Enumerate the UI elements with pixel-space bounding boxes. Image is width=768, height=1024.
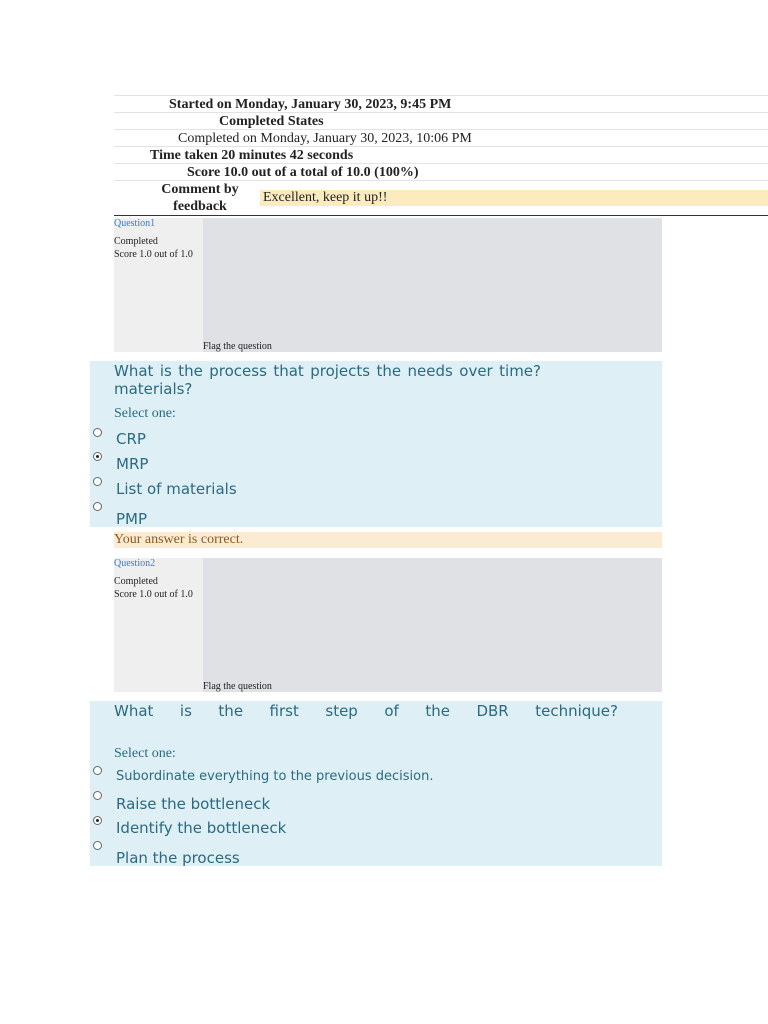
radio-icon[interactable] [93, 791, 102, 800]
question-text-line1: What is the process that projects the needs over time? [114, 362, 541, 380]
option-label[interactable]: List of materials [116, 480, 237, 498]
attempt-summary [114, 95, 768, 216]
score: Score 10.0 out of a total of 10.0 (100%) [187, 165, 419, 180]
question-state: Completed [114, 576, 158, 587]
option-label[interactable]: Subordinate everything to the previous decision. [116, 769, 434, 784]
question-info-2 [114, 558, 662, 692]
select-one-prompt: Select one: [114, 406, 176, 421]
summary-started-row [114, 95, 768, 112]
question-info-1 [114, 218, 662, 352]
radio-selected-icon[interactable] [93, 816, 102, 825]
radio-icon[interactable] [93, 477, 102, 486]
option-label[interactable]: Identify the bottleneck [116, 819, 287, 837]
state: Completed States [219, 114, 324, 129]
summary-time-row [114, 146, 768, 163]
select-one-prompt: Select one: [114, 746, 176, 761]
option-label[interactable]: Plan the process [116, 849, 240, 867]
radio-icon[interactable] [93, 841, 102, 850]
radio-selected-icon[interactable] [93, 452, 102, 461]
option-identify-bottleneck[interactable] [90, 816, 662, 836]
comment-label: Comment by feedback [161, 182, 239, 214]
option-plan-process[interactable] [90, 841, 662, 867]
flag-question-link[interactable]: Flag the question [203, 681, 272, 692]
summary-state-row [114, 112, 768, 129]
question-content-1 [90, 361, 662, 527]
option-label[interactable]: MRP [116, 455, 149, 473]
option-label[interactable]: Raise the bottleneck [116, 795, 271, 813]
question-text-line1: What is the first step of the DBR technique? [114, 702, 618, 720]
option-pmp[interactable] [90, 502, 662, 528]
option-label[interactable]: PMP [116, 510, 148, 528]
started-on: Started on Monday, January 30, 2023, 9:45 PM [169, 97, 452, 112]
summary-feedback-row [114, 180, 768, 216]
question-content-2 [90, 701, 662, 866]
option-label[interactable]: CRP [116, 430, 146, 448]
summary-score-row [114, 163, 768, 180]
completed-on: Completed on Monday, January 30, 2023, 10:06 PM [178, 131, 472, 146]
question-number[interactable]: Question1 [114, 218, 156, 229]
summary-completed-row [114, 129, 768, 146]
radio-icon[interactable] [93, 502, 102, 511]
radio-icon[interactable] [93, 428, 102, 437]
answer-feedback: Your answer is correct. [114, 532, 662, 548]
time-taken: Time taken 20 minutes 42 seconds [150, 148, 354, 163]
option-mrp[interactable] [90, 452, 662, 472]
question-text [114, 702, 618, 720]
question-number[interactable]: Question2 [114, 558, 156, 569]
question-grade: Score 1.0 out of 1.0 [114, 249, 193, 260]
option-list-of-materials[interactable] [90, 477, 662, 497]
option-subordinate[interactable] [90, 766, 662, 786]
option-raise-bottleneck[interactable] [90, 791, 662, 811]
question-state: Completed [114, 236, 158, 247]
question-text-line2: materials? [114, 380, 193, 398]
radio-icon[interactable] [93, 766, 102, 775]
option-crp[interactable] [90, 428, 662, 448]
flag-question-link[interactable]: Flag the question [203, 341, 272, 352]
question-text [114, 362, 541, 398]
question-grade: Score 1.0 out of 1.0 [114, 589, 193, 600]
feedback-text: Excellent, keep it up!! [260, 190, 768, 206]
